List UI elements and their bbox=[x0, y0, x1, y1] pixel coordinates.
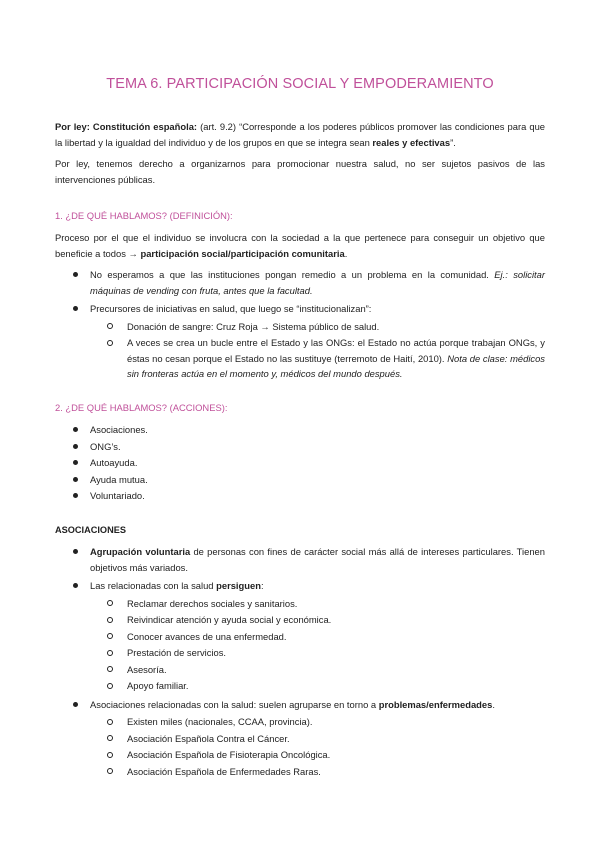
list-item: Reivindicar atención y ayuda social y económica. bbox=[90, 612, 545, 628]
list-item: Asociaciones. bbox=[55, 422, 545, 438]
list-item: Conocer avances de una enfermedad. bbox=[90, 629, 545, 645]
intro-paragraph-2: Por ley, tenemos derecho a organizarnos para promocionar nuestra salud, no ser sujetos pasivos de las intervenciones públicas. bbox=[55, 158, 545, 185]
list-item: Asociación Española de Enfermedades Raras. bbox=[90, 764, 545, 780]
list-item: Las relacionadas con la salud persiguen: Reclamar derechos sociales y sanitarios. Reivindicar atención y ayuda social y económica. Conocer avances de una enfermedad. Prestación de servicios. Asesoría. Apoyo familiar. bbox=[55, 578, 545, 694]
list-item: Autoayuda. bbox=[55, 455, 545, 471]
list-item: Asociación Española de Fisioterapia Oncológica. bbox=[90, 747, 545, 763]
list-item: A veces se crea un bucle entre el Estado y las ONGs: el Estado no actúa porque trabajan ONGs, y éstas no cesan porque el Estado no las sustituye (terremoto de Haití, 2010). Nota de clase: médicos sin fronteras actúa en el momento y, médicos del mundo después. bbox=[90, 335, 545, 382]
asociaciones-heading: ASOCIACIONES bbox=[55, 525, 126, 535]
list-item: Voluntariado. bbox=[55, 488, 545, 504]
section-2-heading: 2. ¿DE QUÉ HABLAMOS? (ACCIONES): bbox=[55, 402, 228, 413]
list-item: No esperamos a que las instituciones pongan remedio a un problema en la comunidad. Ej.: solicitar máquinas de vending con fruta, antes que la facultad. bbox=[55, 267, 545, 298]
list-item: Apoyo familiar. bbox=[90, 678, 545, 694]
list-item: Reclamar derechos sociales y sanitarios. bbox=[90, 596, 545, 612]
list-item: ONG’s. bbox=[55, 439, 545, 455]
list-item: Asociación Española Contra el Cáncer. bbox=[90, 731, 545, 747]
actions-list bbox=[55, 422, 545, 505]
list-item: Ayuda mutua. bbox=[55, 472, 545, 488]
list-item: Precursores de iniciativas en salud, que luego se “institucionalizan”: Donación de sangre: Cruz Roja → Sistema público de salud. A veces se crea un bucle entre el Estado y las ONGs: el Estado no actúa porque trabajan ONGs, y éstas no cesan porque el Estado no las sustituye (terremoto de Haití, 2010). Nota de clase: médicos sin fronteras actúa en el momento y, médicos del mundo después. bbox=[55, 301, 545, 382]
list-item: Donación de sangre: Cruz Roja → Sistema público de salud. bbox=[90, 319, 545, 335]
definition-paragraph: Proceso por el que el individuo se involucra con la sociedad a la que pertenece para conseguir un objetivo que beneficie a todos → participación social/participación comunitaria. bbox=[55, 232, 545, 259]
intro-law-label: Por ley: Constitución española: bbox=[55, 121, 198, 132]
asociaciones-list bbox=[55, 544, 545, 782]
page-title: TEMA 6. PARTICIPACIÓN SOCIAL Y EMPODERAMIENTO bbox=[106, 76, 494, 92]
list-item: Asesoría. bbox=[90, 662, 545, 678]
sublist bbox=[90, 596, 545, 694]
list-item: Asociaciones relacionadas con la salud: suelen agruparse en torno a problemas/enfermedades. Existen miles (nacionales, CCAA, provincia). Asociación Española Contra el Cáncer. Asociación Española de Fisioterapia Oncológica. Asociación Española de Enfermedades Raras. bbox=[55, 697, 545, 780]
section-1-heading: 1. ¿DE QUÉ HABLAMOS? (DEFINICIÓN): bbox=[55, 210, 233, 221]
list-item: Agrupación voluntaria de personas con fines de carácter social más allá de intereses particulares. Tienen objetivos más variados. bbox=[55, 544, 545, 575]
definition-list bbox=[55, 267, 545, 385]
sublist bbox=[90, 319, 545, 382]
list-item: Prestación de servicios. bbox=[90, 645, 545, 661]
list-item: Existen miles (nacionales, CCAA, provincia). bbox=[90, 714, 545, 730]
sublist bbox=[90, 714, 545, 779]
intro-paragraph-1: Por ley: Constitución española: (art. 9.2) “Corresponde a los poderes públicos promover las condiciones para que la libertad y la igualdad del individuo y de los grupos en que se integra sean reales y efectivas”. bbox=[55, 121, 545, 148]
